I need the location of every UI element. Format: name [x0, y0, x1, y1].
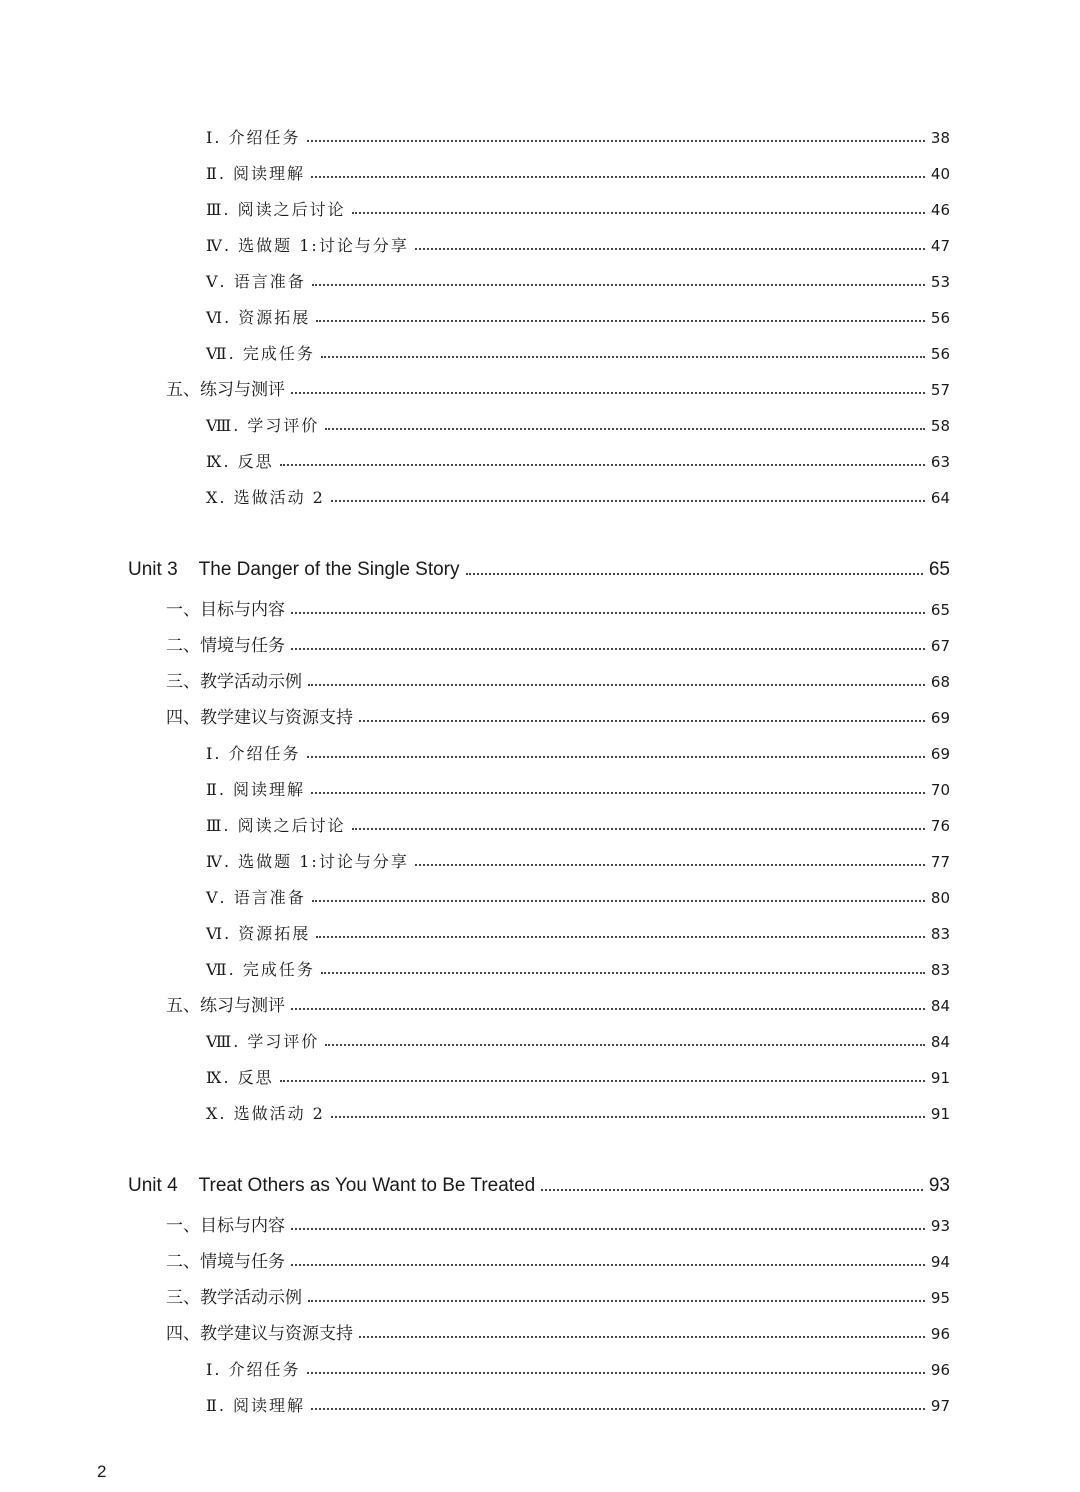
toc-entry[interactable] [206, 1030, 950, 1054]
dot-leader [307, 1371, 925, 1374]
toc-entry-page: 68 [930, 673, 950, 691]
toc-entry-title: Ⅹ. 选做活动 2 [206, 488, 325, 507]
toc-entry-title: Ⅰ. 介绍任务 [206, 128, 301, 147]
toc-entry-title: Ⅱ. 阅读理解 [206, 780, 306, 799]
toc-entry[interactable] [206, 486, 950, 510]
toc-entry-title: Ⅸ. 反思 [206, 1068, 274, 1087]
toc-entry[interactable] [166, 1250, 950, 1274]
toc-entry-title: Treat Others as You Want to Be Treated [198, 1175, 536, 1196]
toc-entry-title: Ⅰ. 介绍任务 [206, 1360, 301, 1379]
dot-leader [325, 427, 925, 430]
toc-entry[interactable] [166, 994, 950, 1018]
dot-leader [359, 1335, 925, 1338]
dot-leader [312, 283, 925, 286]
dot-leader [291, 1263, 925, 1266]
toc-entry-title: 四、教学建议与资源支持 [166, 1324, 353, 1344]
dot-leader [311, 175, 925, 178]
toc-entry-title: Ⅷ. 学习评价 [206, 416, 320, 435]
toc-entry[interactable] [166, 634, 950, 658]
toc-entry-title: Ⅱ. 阅读理解 [206, 1396, 306, 1415]
toc-entry-title: Ⅳ. 选做题 1:讨论与分享 [206, 236, 409, 255]
dot-leader [316, 935, 925, 938]
toc-entry-page: 76 [930, 817, 950, 835]
toc-entry-title: 五、练习与测评 [166, 996, 285, 1016]
toc-entry[interactable] [206, 342, 950, 366]
toc-entry[interactable] [166, 1286, 950, 1310]
toc-entry-title: 四、教学建议与资源支持 [166, 708, 353, 728]
toc-entry-page: 67 [930, 637, 950, 655]
toc-entry-page: 84 [930, 1033, 950, 1051]
toc-entry-page: 95 [930, 1289, 950, 1307]
dot-leader [291, 611, 925, 614]
toc-entry[interactable] [166, 670, 950, 694]
toc-entry-title: Ⅲ. 阅读之后讨论 [206, 200, 346, 219]
toc-entry[interactable] [206, 414, 950, 438]
toc-entry[interactable] [206, 270, 950, 294]
toc-entry-title: 三、教学活动示例 [166, 1288, 302, 1308]
toc-entry-page: 46 [930, 201, 950, 219]
toc-entry[interactable] [206, 1358, 950, 1382]
toc-entry[interactable] [206, 162, 950, 186]
dot-leader [280, 1079, 925, 1082]
toc-entry[interactable] [206, 126, 950, 150]
toc-entry-title: Ⅵ. 资源拓展 [206, 308, 311, 327]
toc-entry-title: Ⅶ. 完成任务 [206, 960, 315, 979]
toc-entry-title: Ⅷ. 学习评价 [206, 1032, 320, 1051]
toc-entry-page: 77 [930, 853, 950, 871]
toc-entry-page: 58 [930, 417, 950, 435]
toc-entry-page: 53 [930, 273, 950, 291]
dot-leader [331, 499, 925, 502]
toc-entry-title: 二、情境与任务 [166, 1252, 285, 1272]
toc-entry-title: 二、情境与任务 [166, 636, 285, 656]
toc-entry-title: 一、目标与内容 [166, 600, 285, 620]
toc-entry-page: 97 [930, 1397, 950, 1415]
toc-entry-page: 57 [930, 381, 950, 399]
toc-entry[interactable] [206, 234, 950, 258]
dot-leader [415, 863, 925, 866]
toc-entry[interactable] [206, 886, 950, 910]
dot-leader [308, 1299, 925, 1302]
toc-entry[interactable] [206, 958, 950, 982]
toc-entry-title: The Danger of the Single Story [198, 559, 460, 580]
dot-leader [321, 355, 925, 358]
dot-leader [291, 1007, 925, 1010]
dot-leader [307, 139, 925, 142]
toc-entry-page: 96 [930, 1361, 950, 1379]
toc-entry[interactable] [206, 1394, 950, 1418]
toc-unit-heading[interactable] [128, 556, 950, 584]
dot-leader [415, 247, 925, 250]
dot-leader [541, 1188, 923, 1191]
toc-entry-page: 96 [930, 1325, 950, 1343]
dot-leader [466, 572, 923, 575]
toc-entry-title: Ⅹ. 选做活动 2 [206, 1104, 325, 1123]
toc-entry[interactable] [206, 1066, 950, 1090]
toc-entry-page: 84 [930, 997, 950, 1015]
toc-entry-title: Ⅸ. 反思 [206, 452, 274, 471]
toc-unit-number: Unit 4 [128, 1175, 178, 1196]
toc-entry-page: 65 [928, 559, 950, 580]
toc-entry-title: Ⅳ. 选做题 1:讨论与分享 [206, 852, 409, 871]
dot-leader [280, 463, 925, 466]
toc-entry[interactable] [206, 850, 950, 874]
toc-entry-page: 65 [930, 601, 950, 619]
toc-entry-title: Ⅴ. 语言准备 [206, 888, 306, 907]
toc-entry-page: 40 [930, 165, 950, 183]
dot-leader [308, 683, 925, 686]
toc-entry[interactable] [166, 378, 950, 402]
toc-entry-page: 94 [930, 1253, 950, 1271]
dot-leader [325, 1043, 925, 1046]
toc-entry-page: 80 [930, 889, 950, 907]
page-number: 2 [97, 1462, 107, 1481]
toc-entry-page: 83 [930, 925, 950, 943]
toc-entry-title: 五、练习与测评 [166, 380, 285, 400]
toc-entry-page: 64 [930, 489, 950, 507]
toc-entry[interactable] [166, 1322, 950, 1346]
toc-entry-page: 38 [930, 129, 950, 147]
dot-leader [311, 1407, 925, 1410]
dot-leader [352, 827, 925, 830]
toc-entry-page: 63 [930, 453, 950, 471]
dot-leader [316, 319, 925, 322]
toc-entry-page: 47 [930, 237, 950, 255]
dot-leader [331, 1115, 925, 1118]
toc-entry-title: 一、目标与内容 [166, 1216, 285, 1236]
toc-entry[interactable] [206, 922, 950, 946]
toc-entry[interactable] [206, 1102, 950, 1126]
toc-entry-page: 70 [930, 781, 950, 799]
dot-leader [352, 211, 925, 214]
dot-leader [307, 755, 925, 758]
toc-entry[interactable] [206, 778, 950, 802]
toc-entry-title: Ⅱ. 阅读理解 [206, 164, 306, 183]
toc-entry-page: 93 [928, 1175, 950, 1196]
toc-entry[interactable] [166, 598, 950, 622]
toc-entry-title: Ⅴ. 语言准备 [206, 272, 306, 291]
toc-entry[interactable] [206, 198, 950, 222]
toc-entry-title: Ⅲ. 阅读之后讨论 [206, 816, 346, 835]
dot-leader [359, 719, 925, 722]
toc-entry-page: 56 [930, 309, 950, 327]
toc-entry[interactable] [206, 742, 950, 766]
toc-entry-title: Ⅰ. 介绍任务 [206, 744, 301, 763]
dot-leader [291, 647, 925, 650]
toc-entry-page: 91 [930, 1105, 950, 1123]
dot-leader [321, 971, 925, 974]
toc-entry[interactable] [166, 706, 950, 730]
dot-leader [291, 1227, 925, 1230]
toc-entry-title: Ⅶ. 完成任务 [206, 344, 315, 363]
toc-entry-title: 三、教学活动示例 [166, 672, 302, 692]
toc-entry[interactable] [206, 450, 950, 474]
dot-leader [291, 391, 925, 394]
toc-entry[interactable] [206, 306, 950, 330]
toc-entry-page: 69 [930, 709, 950, 727]
toc-entry[interactable] [166, 1214, 950, 1238]
dot-leader [312, 899, 925, 902]
toc-unit-heading[interactable] [128, 1172, 950, 1200]
toc-entry-page: 83 [930, 961, 950, 979]
toc-entry-page: 69 [930, 745, 950, 763]
toc-entry-title: Ⅵ. 资源拓展 [206, 924, 311, 943]
toc-entry-page: 56 [930, 345, 950, 363]
dot-leader [311, 791, 925, 794]
toc-entry-page: 93 [930, 1217, 950, 1235]
toc-entry[interactable] [206, 814, 950, 838]
toc-entry-page: 91 [930, 1069, 950, 1087]
toc-unit-number: Unit 3 [128, 559, 178, 580]
